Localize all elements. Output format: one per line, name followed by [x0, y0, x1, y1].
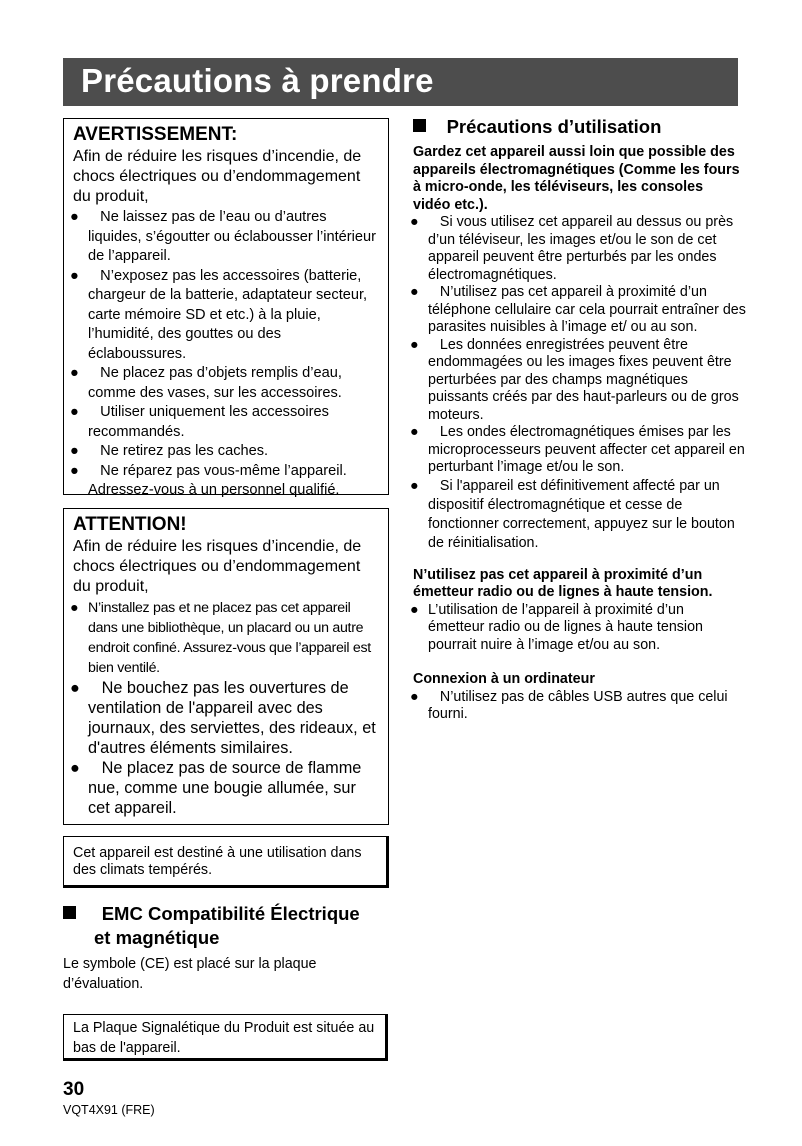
list-item: ● Ne laissez pas de l’eau ou d’autres liquides, s’égoutter ou éclabousser l’intérieur de l’appareil. — [70, 209, 376, 264]
doc-code: VQT4X91 (FRE) — [63, 1103, 155, 1117]
emc-heading: EMC Compatibilité Électrique et magnétique — [63, 902, 393, 950]
list-item: ● N’exposez pas les accessoires (batterie, chargeur de la batterie, adaptateur secteur, carte mémoire SD et etc.) à la pluie, l’humidité, des gouttes ou des éclaboussures. — [70, 267, 368, 362]
bullet-icon: ● — [410, 477, 419, 494]
bullet-icon: ● — [410, 601, 419, 618]
climate-note: Cet appareil est destiné à une utilisation dans des climats tempérés. — [73, 845, 362, 878]
section-square-icon — [63, 906, 76, 919]
bullet-icon: ● — [70, 404, 79, 420]
usage-heading: Précautions d’utilisation — [413, 115, 753, 139]
list-item: ● Ne placez pas d’objets remplis d’eau, comme des vases, sur les accessoires. — [70, 365, 342, 401]
attention-intro: Afin de réduire les risques d’incendie, de chocs électriques ou d’endommagement du produit, — [73, 538, 362, 595]
bullet-icon: ● — [70, 600, 79, 616]
list-item: ● Utiliser uniquement les accessoires recommandés. — [70, 404, 329, 440]
climate-note-box — [63, 836, 389, 888]
list-item: ● Ne réparez pas vous-même l’appareil. Adressez-vous à un personnel qualifié. — [70, 462, 347, 498]
list-item: ● Les ondes électromagnétiques émises par les microprocesseurs peuvent affecter cet appareil en perturbant l’image et/ou le son. — [410, 424, 745, 475]
bullet-icon: ● — [410, 284, 419, 300]
warning-intro: Afin de réduire les risques d’incendie, de chocs électriques ou d’endommagement du produit, — [73, 148, 362, 205]
list-item: ● Ne retirez pas les caches. — [73, 442, 378, 462]
bullet-icon: ● — [70, 462, 79, 479]
list-item: ● Les données enregistrées peuvent être endommagées ou les images fixes peuvent être perturbées par des champs magnétiques puissants créés par des haut-parleurs ou de gros moteurs. — [410, 336, 739, 423]
list-item: ● N’utilisez pas de câbles USB autres que celui fourni. — [410, 688, 728, 722]
bullet-icon: ● — [70, 267, 79, 284]
usage-section — [410, 115, 753, 724]
warning-box — [63, 118, 389, 498]
list-item: ● Ne placez pas de source de flamme nue, comme une bougie allumée, sur cet appareil. — [70, 759, 362, 817]
radio-heading: N’utilisez pas cet appareil à proximité d’un émetteur radio ou de lignes à haute tension. — [413, 566, 713, 600]
page-title: Précautions à prendre — [81, 62, 434, 99]
bullet-icon: ● — [410, 336, 419, 353]
list-item: ● Si vous utilisez cet appareil au dessus ou près d’un téléviseur, les images et/ou le son de cet appareil peuvent être perturbés par les ondes électromagnétiques. — [410, 214, 734, 283]
page-number: 30 — [63, 1079, 85, 1100]
warning-heading: AVERTISSEMENT: — [73, 124, 238, 145]
bullet-icon: ● — [410, 688, 419, 705]
bullet-icon: ● — [70, 679, 80, 697]
list-item: ● N’installez pas et ne placez pas cet appareil dans une bibliothèque, un placard ou un autre endroit confiné. Assurez-vous que l’appareil est bien ventilé. — [70, 600, 371, 676]
bullet-icon: ● — [70, 209, 79, 225]
bullet-icon: ● — [410, 214, 419, 230]
bullet-icon: ● — [410, 424, 419, 440]
emc-text: Le symbole (CE) est placé sur la plaque d’évaluation. — [63, 956, 317, 992]
plate-note: La Plaque Signalétique du Produit est située au bas de l'appareil. — [73, 1020, 375, 1056]
list-item: ● L’utilisation de l’appareil à proximité d’un émetteur radio ou de lignes à haute tension pourrait nuire à l’image et/ou au son. — [410, 601, 704, 653]
list-item: ● N’utilisez pas cet appareil à proximité d’un téléphone cellulaire car cela pourrait entraîner des parasites nuisibles à l’image et/ ou au son. — [410, 284, 746, 335]
attention-box — [63, 508, 389, 825]
computer-heading: Connexion à un ordinateur — [413, 671, 595, 687]
usage-intro: Gardez cet appareil aussi loin que possible des appareils électromagnétiques (Comme les fours à micro-onde, les téléviseurs, les consoles vidéo etc.). — [413, 144, 740, 213]
list-item: ● Si l'appareil est définitivement affecté par un dispositif électromagnétique et cesse de fonctionner correctement, appuyez sur le bouton de réinitialisation. — [410, 477, 735, 551]
list-item: ● Ne bouchez pas les ouvertures de ventilation de l'appareil avec des journaux, des serviettes, des rideaux, et d'autres éléments similaires. — [70, 679, 376, 757]
bullet-icon: ● — [70, 759, 80, 777]
bullet-icon: ● — [70, 365, 79, 381]
plate-note-box — [63, 1014, 388, 1061]
bullet-icon: ● — [70, 443, 79, 459]
page-title-bar — [63, 58, 738, 106]
section-square-icon — [413, 119, 426, 132]
attention-heading: ATTENTION! — [73, 514, 187, 535]
